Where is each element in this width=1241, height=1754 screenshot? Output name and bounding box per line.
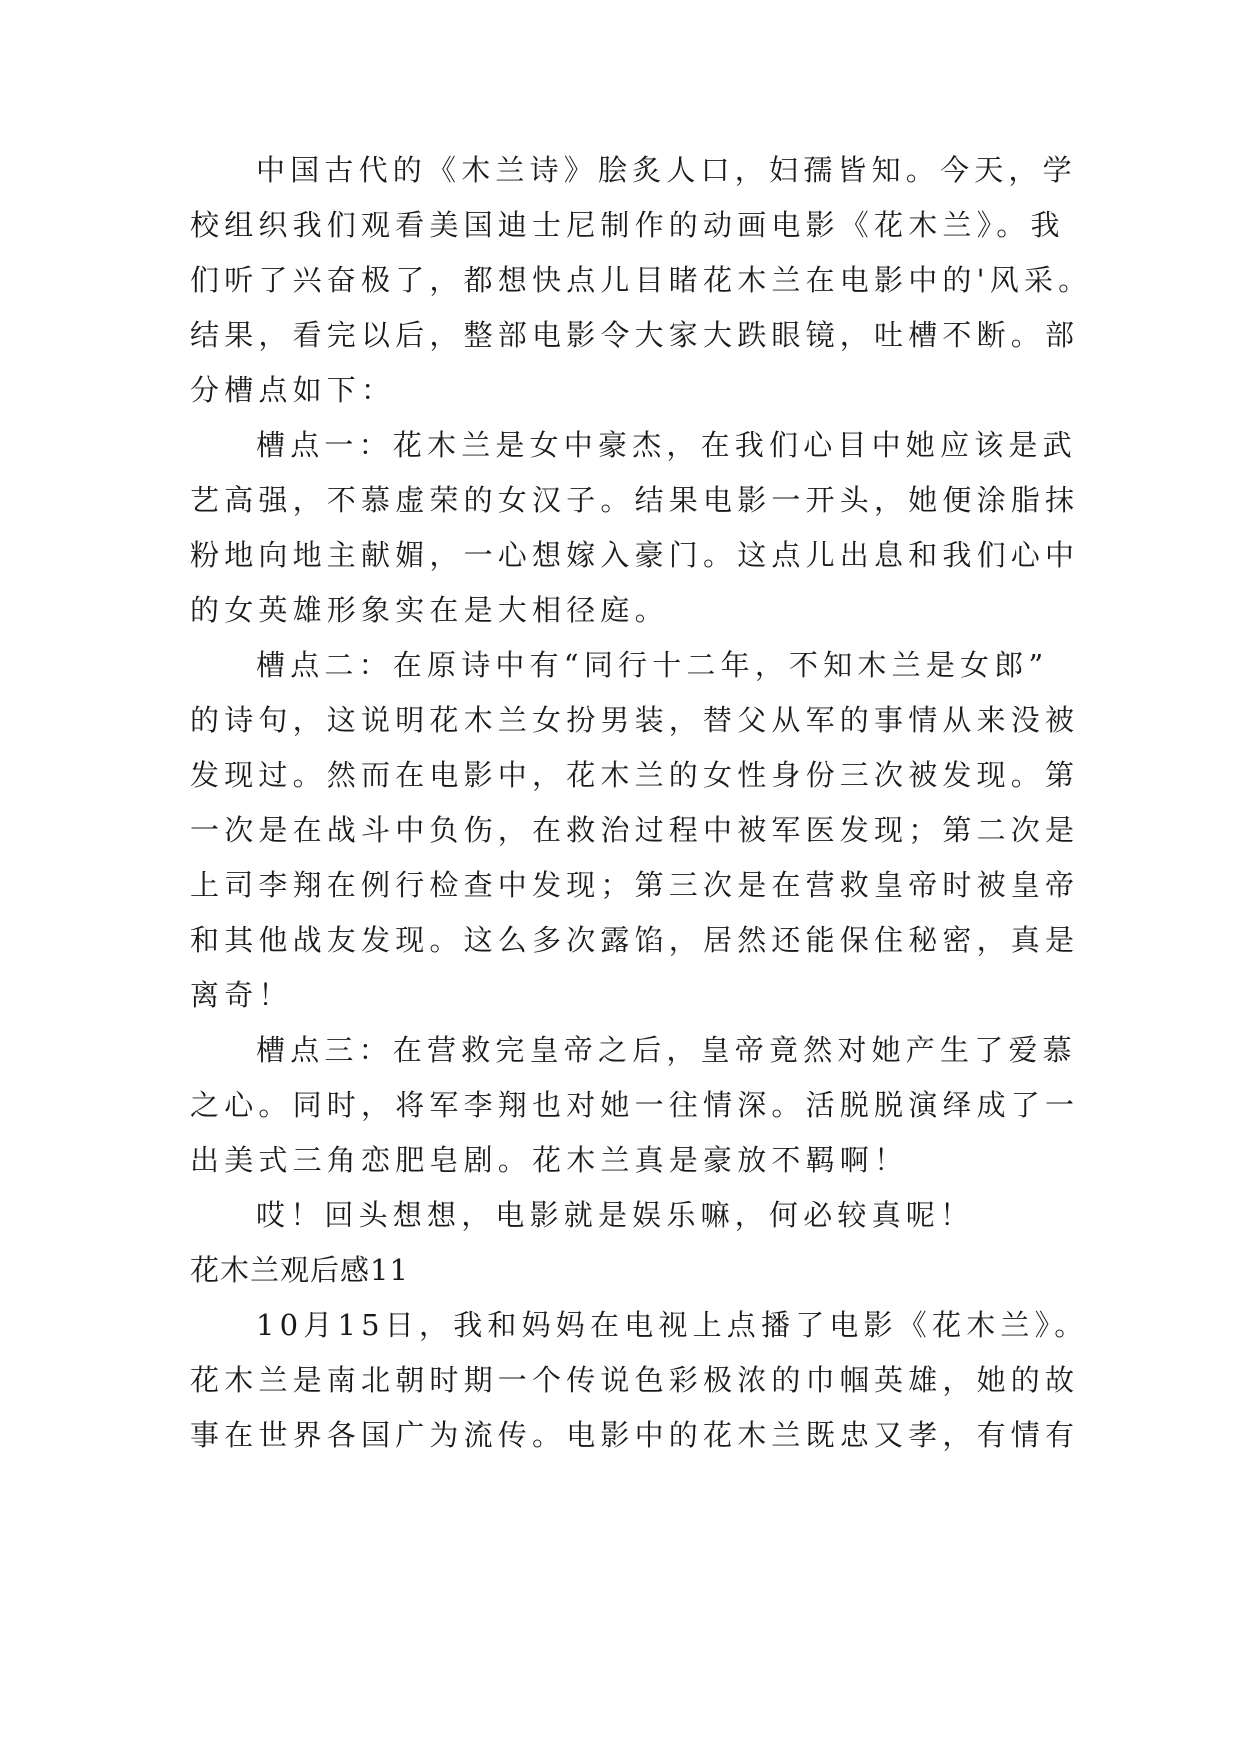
paragraph-3-line-3: 发现过。然而在电影中，花木兰的女性身份三次被发现。第 [190, 758, 1080, 792]
paragraph-6-line-2: 花木兰是南北朝时期一个传说色彩极浓的巾帼英雄，她的故 [190, 1363, 1080, 1397]
paragraph-2-line-3: 粉地向地主献媚，一心想嫁入豪门。这点儿出息和我们心中 [190, 538, 1080, 572]
section-heading: 花木兰观后感11 [190, 1253, 409, 1287]
paragraph-3-line-6: 和其他战友发现。这么多次露馅，居然还能保住秘密，真是 [190, 923, 1080, 957]
paragraph-2-line-1: 槽点一：花木兰是女中豪杰，在我们心目中她应该是武 [256, 428, 1077, 462]
paragraph-4-line-1: 槽点三：在营救完皇帝之后，皇帝竟然对她产生了爱慕 [256, 1033, 1077, 1067]
paragraph-3-line-7: 离奇！ [190, 978, 293, 1012]
paragraph-6-line-1: 10月15日，我和妈妈在电视上点播了电影《花木兰》。 [256, 1308, 1089, 1342]
paragraph-4-line-2: 之心。同时，将军李翔也对她一往情深。活脱脱演绎成了一 [190, 1088, 1080, 1122]
paragraph-1-line-5: 分槽点如下： [190, 373, 396, 407]
paragraph-6-line-3: 事在世界各国广为流传。电影中的花木兰既忠又孝，有情有 [190, 1418, 1080, 1452]
paragraph-1-line-1: 中国古代的《木兰诗》脍炙人口，妇孺皆知。今天，学 [256, 153, 1077, 187]
paragraph-2-line-2: 艺高强，不慕虚荣的女汉子。结果电影一开头，她便涂脂抹 [190, 483, 1080, 517]
paragraph-1-line-2: 校组织我们观看美国迪士尼制作的动画电影《花木兰》。我 [190, 208, 1065, 242]
paragraph-5-line-1: 哎！回头想想，电影就是娱乐嘛，何必较真呢！ [256, 1198, 975, 1232]
paragraph-4-line-3: 出美式三角恋肥皂剧。花木兰真是豪放不羁啊！ [190, 1143, 909, 1177]
paragraph-3-line-5: 上司李翔在例行检查中发现；第三次是在营救皇帝时被皇帝 [190, 868, 1080, 902]
paragraph-1-line-4: 结果，看完以后，整部电影令大家大跌眼镜，吐槽不断。部 [190, 318, 1080, 352]
paragraph-3-line-4: 一次是在战斗中负伤，在救治过程中被军医发现；第二次是 [190, 813, 1080, 847]
paragraph-3-line-1: 槽点二：在原诗中有“同行十二年，不知木兰是女郎” [256, 648, 1049, 682]
paragraph-3-line-2: 的诗句，这说明花木兰女扮男装，替父从军的事情从来没被 [190, 703, 1080, 737]
paragraph-2-line-4: 的女英雄形象实在是大相径庭。 [190, 593, 669, 627]
paragraph-1-line-3: 们听了兴奋极了，都想快点儿目睹花木兰在电影中的'风采。 [190, 263, 1093, 297]
